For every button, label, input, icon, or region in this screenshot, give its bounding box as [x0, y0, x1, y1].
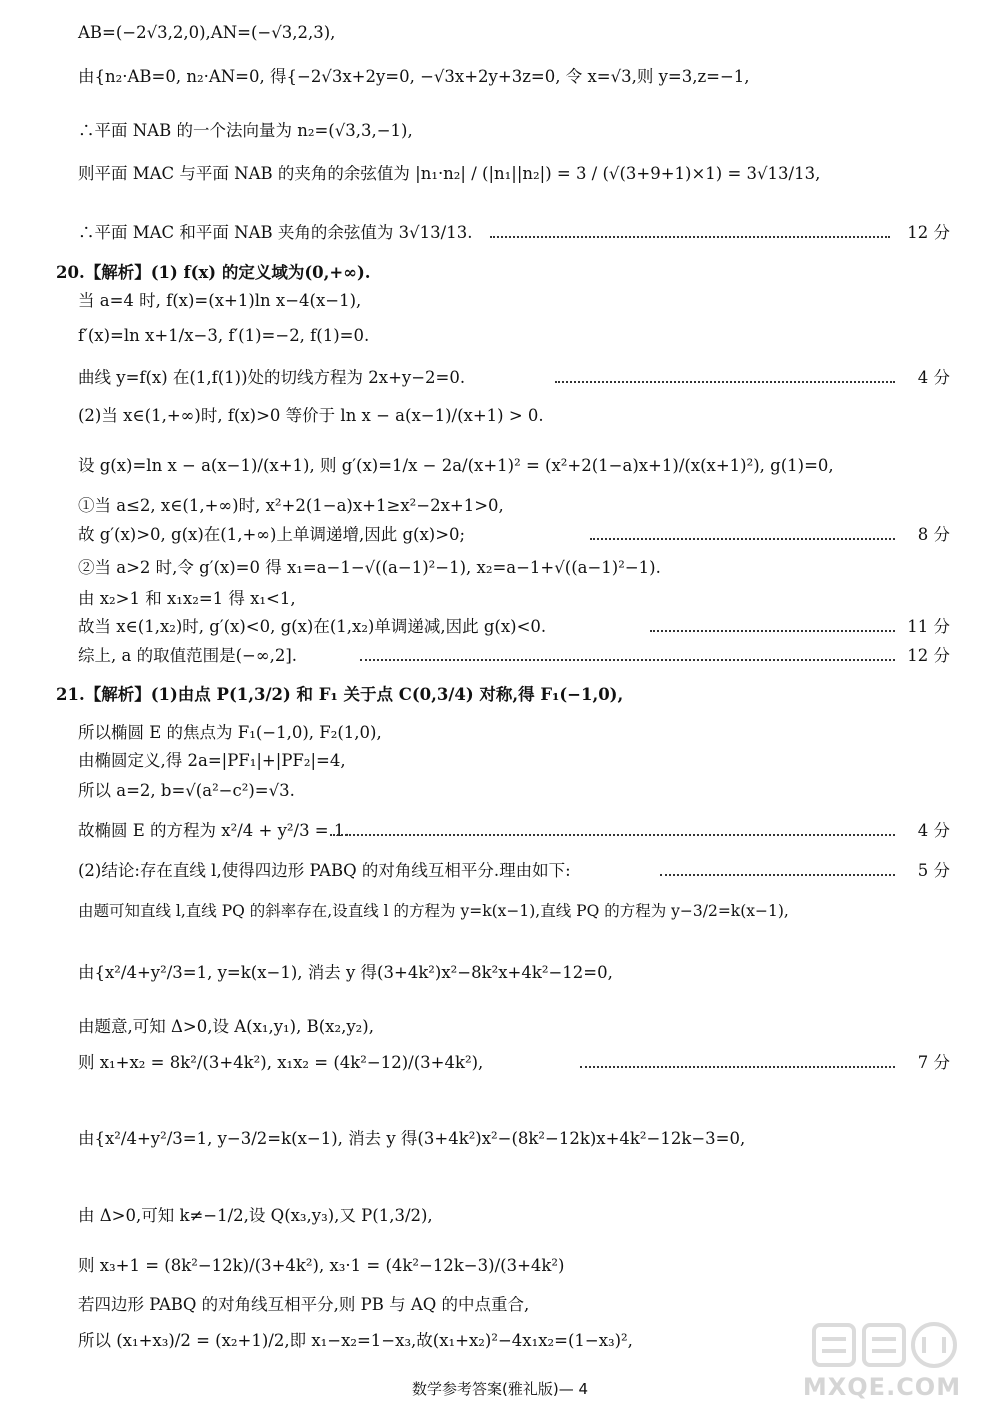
watermark: [792, 1319, 972, 1405]
leader-dots: [580, 1066, 895, 1068]
watermark-logo-icon: [810, 1319, 960, 1371]
score-label: 4 分: [917, 368, 950, 387]
leader-dots: [590, 538, 895, 540]
leader-dots: [650, 630, 895, 632]
document-page: AB=(−2√3,2,0),AN=(−√3,2,3), 由{n₂·AB=0, n₂·AN=0, 得{−2√3x+2y=0, −√3x+2y+3z=0, 令 x=√3,则 y=3,z=−1, ∴平面 NAB 的一个法向量为 n₂=(√3,3,−1), 则平面 MAC 与平面 NAB 的夹角的余弦值为 |n₁·n₂| / (|n₁||n₂|) = 3 / (√(3+9+1)×1) = 3√13/13, ∴平面 MAC 和平面 NAB 夹角的余弦值为 3√13/13. 12 分 20.【解析】(1) f(x) 的定义域为(0,+∞). 当 a=4 时, f(x)=(x+1)ln x−4(x−1), f′(x)=ln x+1/x−3, f′(1)=−2, f(1)=0. 曲线 y=f(x) 在(1,f(1))处的切线方程为 2x+y−2=0. 4 分 (2)当 x∈(1,+∞)时, f(x)>0 等价于 ln x − a(x−1)/(x+1) > 0. 设 g(x)=ln x − a(x−1)/(x+1), 则 g′(x)=1/x − 2a/(x+1)² = (x²+2(1−a)x+1)/(x(x+1)²), g(1)=0, ①当 a≤2, x∈(1,+∞)时, x²+2(1−a)x+1≥x²−2x+1>0, 故 g′(x)>0, g(x)在(1,+∞)上单调递增,因此 g(x)>0; 8 分 ②当 a>2 时,令 g′(x)=0 得 x₁=a−1−√((a−1)²−1), x₂=a−1+√((a−1)²−1). 由 x₂>1 和 x₁x₂=1 得 x₁<1, 故当 x∈(1,x₂)时, g′(x)<0, g(x)在(1,x₂)单调递减,因此 g(x)<0. 11 分 综上, a 的取值范围是(−∞,2]. 12 分 21.【解析】(1)由点 P(1,3/2) 和 F₁ 关于点 C(0,3/4) 对称,得 F₁(−1,0), 所以椭圆 E 的焦点为 F₁(−1,0), F₂(1,0), 由椭圆定义,得 2a=|PF₁|+|PF₂|=4, 所以 a=2, b=√(a²−c²)=√3. 故椭圆 E 的方程为 x²/4 + y²/3 = 1. 4 分 (2)结论:存在直线 l,使得四边形 PABQ 的对角线互相平分.理由如下: 5 分 由题可知直线 l,直线 PQ 的斜率存在,设直线 l 的方程为 y=k(x−1),直线 PQ 的方程为 y−3/2=k(x−1), 由{x²/4+y²/3=1, y=k(x−1), 消去 y 得(3+4k²)x²−8k²x+4k²−12=0, 由题意,可知 Δ>0,设 A(x₁,y₁), B(x₂,y₂), 则 x₁+x₂ = 8k²/(3+4k²), x₁x₂ = (4k²−12)/(3+4k²), 7 分 由{x²/4+y²/3=1, y−3/2=k(x−1), 消去 y 得(3+4k²)x²−(8k²−12k)x+4k²−12k−3=0, 由 Δ>0,可知 k≠−1/2,设 Q(x₃,y₃),又 P(1,3/2), 则 x₃+1 = (8k²−12k)/(3+4k²), x₃·1 = (4k²−12k−3)/(3+4k²) 若四边形 PABQ 的对角线互相平分,则 PB 与 AQ 的中点重合, 所以 (x₁+x₃)/2 = (x₂+1)/2,即 x₁−x₂=1−x₃,故(x₁+x₂)²−4x₁x₂=(1−x₃)², 数学参考答案(雅礼版)— 4 MXQE.COM: [0, 0, 1000, 1413]
page-footer: 数学参考答案(雅礼版)— 4: [411, 1380, 589, 1398]
leader-dots: [360, 659, 895, 661]
score-label: 12 分: [907, 223, 950, 242]
leader-dots: [330, 834, 895, 836]
leader-dots: [490, 236, 890, 238]
score-label: 4 分: [917, 821, 950, 840]
score-label: 8 分: [917, 525, 950, 544]
score-label: 5 分: [917, 861, 950, 880]
score-label: 11 分: [907, 617, 950, 636]
score-label: 12 分: [907, 646, 950, 665]
watermark-site: MXQE.COM: [802, 1373, 962, 1401]
leader-dots: [660, 874, 895, 876]
score-label: 7 分: [917, 1053, 950, 1072]
leader-dots: [555, 381, 895, 383]
